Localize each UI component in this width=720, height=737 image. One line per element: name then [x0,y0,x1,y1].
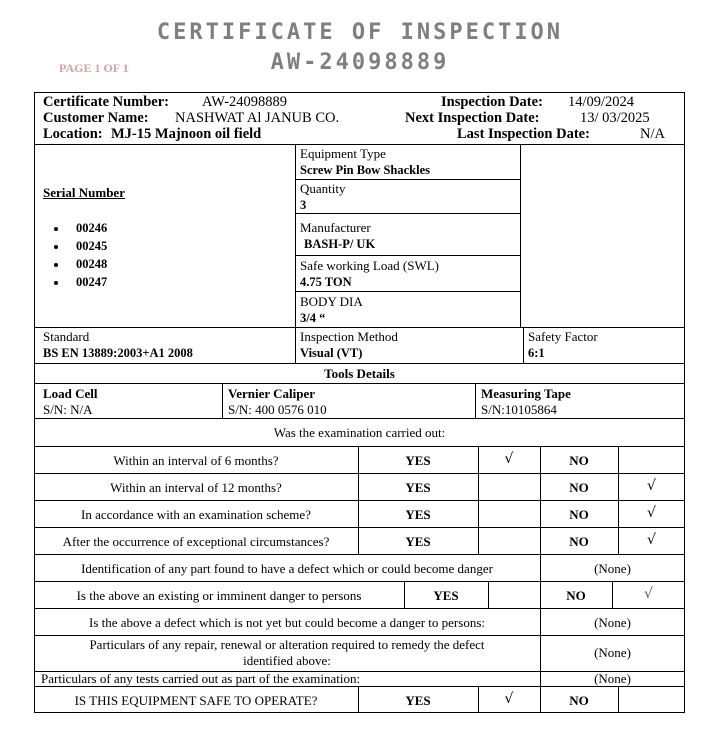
cert-number-label: Certificate Number: [43,94,170,110]
tool-serial: S/N:10105864 [481,402,557,417]
tests-question: Particulars of any tests carried out as part of the examination: [41,671,361,686]
inspection-method-value: Visual (VT) [300,346,363,360]
standard-label: Standard [43,329,90,344]
danger-question: Is the above an existing or imminent danger to persons [76,588,362,603]
certificate-title: CERTIFICATE OF INSPECTION [156,20,564,45]
location-value: MJ-15 Majnoon oil field [111,126,262,142]
identification-question: Identification of any part found to have a defect which or could become danger [81,561,493,576]
body-dia-value: 3/4 “ [300,311,326,325]
location-label: Location: [43,126,103,142]
last-inspection-label: Last Inspection Date: [457,126,590,142]
tool-name: Measuring Tape [481,386,571,401]
body-dia-label: BODY DIA [300,294,363,309]
inspection-method-label: Inspection Method [300,329,398,344]
certificate-number-title: AW-24098889 [270,50,450,75]
inspection-date-label: Inspection Date: [441,94,543,110]
repair-question-line1: Particulars of any repair, renewal or alteration required to remedy the defect [89,637,485,652]
exam-question: Was the examination carried out: [273,425,446,440]
tool-name: Load Cell [43,386,98,401]
swl-label: Safe working Load (SWL) [300,258,439,273]
exam-row-question: Within an interval of 12 months? [110,480,282,495]
tool-name: Vernier Caliper [228,386,316,401]
yes-label: YES [405,507,431,522]
no-label: NO [569,507,589,522]
last-inspection-value: N/A [640,126,665,142]
page-label: PAGE 1 OF 1 [59,61,129,75]
tools-title: Tools Details [324,366,395,381]
no-label: NO [569,453,589,468]
tests-answer: (None) [594,671,631,686]
tool-serial: S/N: 400 0576 010 [228,402,327,417]
exam-row-question: In accordance with an examination scheme? [81,507,311,522]
safety-factor-label: Safety Factor [528,329,598,344]
inspection-date-value: 14/09/2024 [568,94,635,110]
check-mark: √ [647,478,656,494]
danger-no-label: NO [566,588,586,603]
serial-number-item: • 00246 [68,219,107,237]
tools-row [34,383,685,419]
future-danger-answer: (None) [594,615,631,630]
serial-number-item: • 00247 [68,273,107,291]
equipment-type-value: Screw Pin Bow Shackles [300,163,430,177]
repair-answer: (None) [594,645,631,660]
danger-check-mark: √ [644,586,653,602]
manufacturer-value: BASH-P/ UK [304,237,376,251]
customer-value: NASHWAT Al JANUB CO. [175,110,340,126]
no-label: NO [569,534,589,549]
serial-number-item: • 00245 [68,237,107,255]
manufacturer-label: Manufacturer [300,220,371,235]
yes-label: YES [405,480,431,495]
check-mark: √ [504,451,514,467]
safe-yes-label: YES [405,693,431,708]
next-inspection-value: 13/ 03/2025 [580,110,650,126]
safe-check-mark: √ [504,691,514,707]
danger-yes-label: YES [433,588,459,603]
serial-number-label: Serial Number [43,185,125,200]
repair-question-line2: identified above: [243,653,331,668]
exam-row-question: Within an interval of 6 months? [113,453,279,468]
tool-serial: S/N: N/A [43,402,93,417]
yes-label: YES [405,534,431,549]
check-mark: √ [647,505,656,521]
customer-label: Customer Name: [43,110,149,126]
safe-question: IS THIS EQUIPMENT SAFE TO OPERATE? [74,693,318,708]
safe-no-label: NO [569,693,589,708]
equipment-type-label: Equipment Type [300,146,386,161]
serial-number-list [44,219,107,291]
swl-value: 4.75 TON [300,275,352,289]
standard-value: BS EN 13889:2003+A1 2008 [43,346,193,360]
cert-number-value: AW-24098889 [202,94,288,110]
identification-answer: (None) [594,561,631,576]
check-mark: √ [647,532,656,548]
no-label: NO [569,480,589,495]
quantity-label: Quantity [300,181,346,196]
safety-factor-value: 6:1 [528,346,545,360]
yes-label: YES [405,453,431,468]
quantity-value: 3 [300,198,307,212]
serial-number-item: • 00248 [68,255,107,273]
next-inspection-label: Next Inspection Date: [405,110,540,126]
exam-row-question: After the occurrence of exceptional circumstances? [62,534,330,549]
future-danger-question: Is the above a defect which is not yet but could become a danger to persons: [88,615,485,630]
